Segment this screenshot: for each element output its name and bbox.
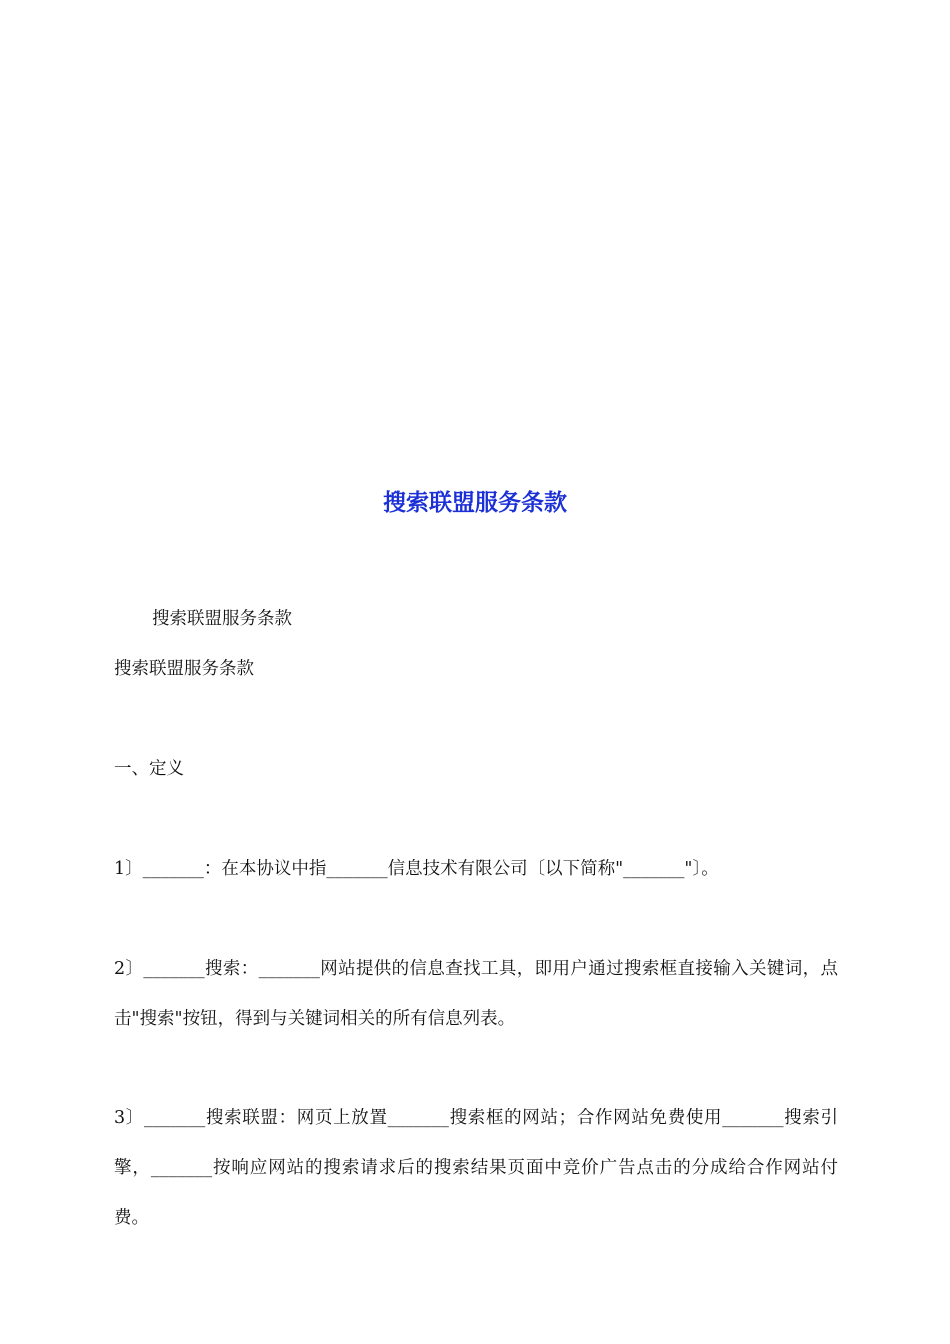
clause-3: 3〕_______搜索联盟：网页上放置_______搜索框的网站；合作网站免费使用_______搜索引擎，_______按响应网站的搜索请求后的搜索结果页面中竞价广告点击的分成给合作网站付费。 [114, 1108, 838, 1228]
document-title: 搜索联盟服务条款 [383, 490, 567, 516]
subtitle-indented: 搜索联盟服务条款 [152, 609, 292, 629]
clause-1: 1〕_______：在本协议中指_______信息技术有限公司〔以下简称"_______"〕。 [114, 859, 719, 879]
section-heading-definitions: 一、定义 [114, 759, 184, 779]
subtitle: 搜索联盟服务条款 [114, 659, 254, 679]
clause-2: 2〕_______搜索：_______网站提供的信息查找工具，即用户通过搜索框直接输入关键词，点击"搜索"按钮，得到与关键词相关的所有信息列表。 [114, 959, 838, 1029]
